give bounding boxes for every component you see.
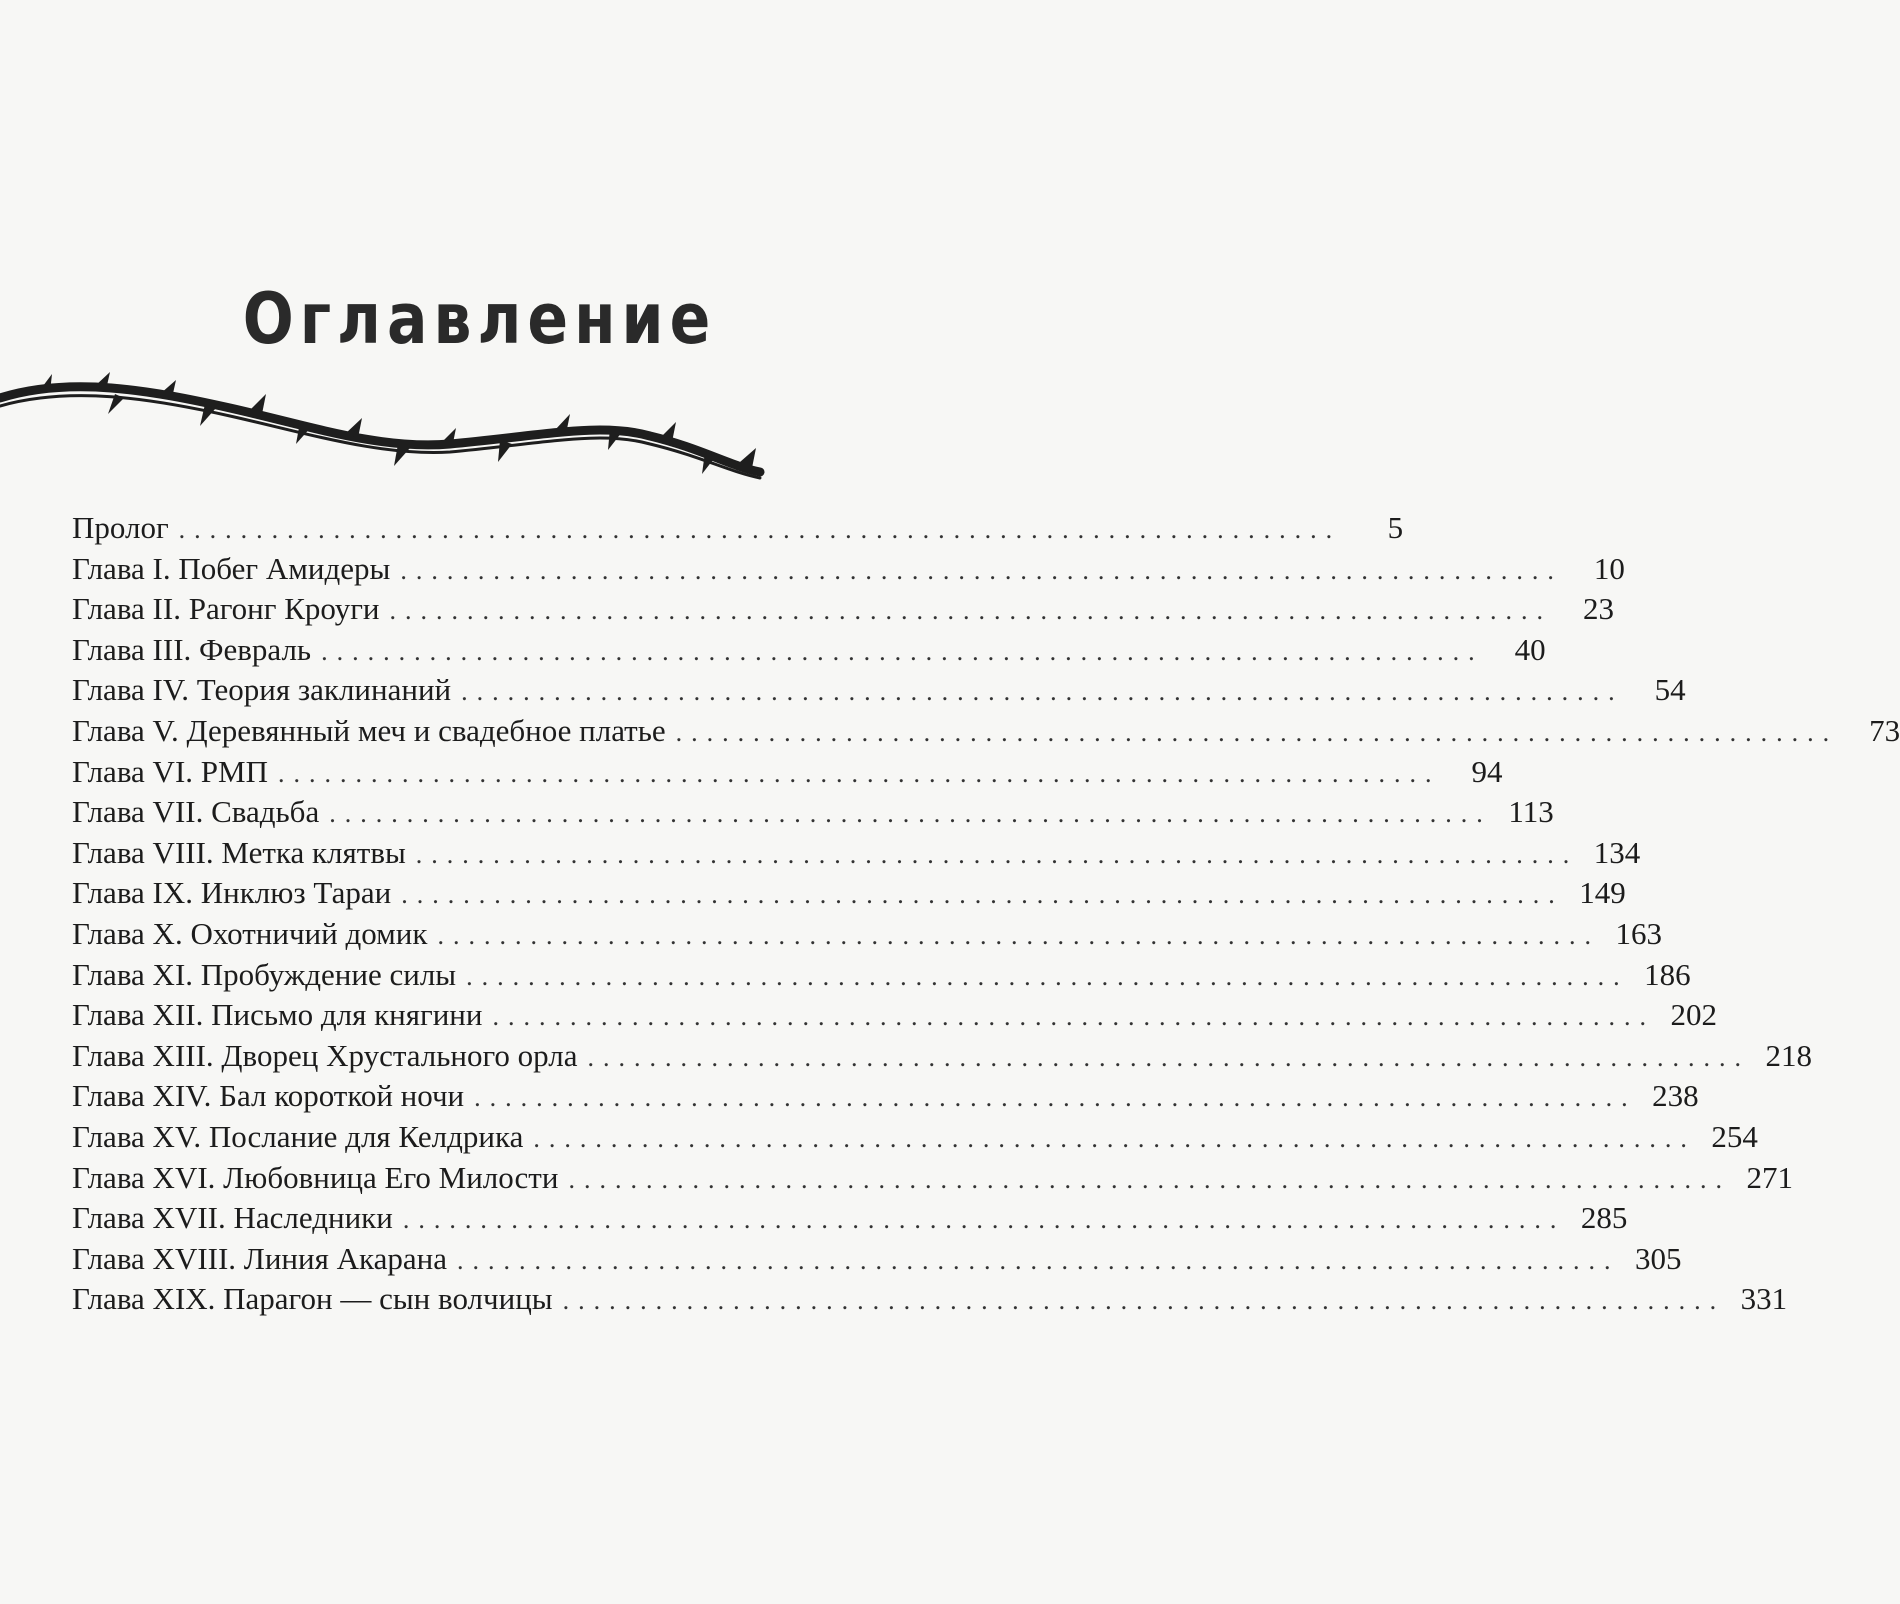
toc-entry-page: 202 <box>1670 997 1717 1033</box>
toc-entry-page: 23 <box>1583 591 1615 627</box>
toc-entry[interactable] <box>72 549 1625 590</box>
toc-entry[interactable] <box>72 1076 1699 1117</box>
toc-entry-page: 331 <box>1740 1281 1788 1317</box>
toc-entry[interactable] <box>72 1158 1793 1199</box>
toc-leader-dots: ........................................................................... <box>389 596 1553 626</box>
toc-leader-dots: ........................................................................... <box>492 1002 1655 1032</box>
table-of-contents <box>72 508 1900 1320</box>
toc-entry-page: 305 <box>1634 1240 1682 1276</box>
toc-entry-page: 149 <box>1579 875 1626 911</box>
toc-entry-title: Глава VII. Свадьба <box>72 794 320 830</box>
toc-entry-page: 163 <box>1615 915 1662 951</box>
toc-leader-dots: ........................................................................... <box>401 880 1564 910</box>
toc-entry-title: Глава VIII. Метка клятвы <box>72 834 406 870</box>
toc-entry-page: 113 <box>1508 794 1554 830</box>
toc-entry[interactable] <box>72 955 1691 996</box>
toc-leader-dots: ........................................................................... <box>562 1286 1726 1316</box>
toc-entry[interactable] <box>72 1239 1682 1280</box>
toc-entry-title: Глава III. Февраль <box>72 631 312 667</box>
toc-entry-page: 271 <box>1746 1159 1793 1195</box>
toc-entry-title: Глава IV. Теория заклинаний <box>72 672 452 708</box>
toc-entry-title: Глава VI. РМП <box>72 753 268 789</box>
toc-leader-dots: ........................................................................... <box>437 920 1600 950</box>
toc-entry-title: Глава XVIII. Линия Акарана <box>72 1240 447 1276</box>
toc-entry[interactable] <box>72 589 1615 630</box>
toc-leader-dots: ........................................................................... <box>400 555 1563 585</box>
toc-leader-dots: ........................................................................... <box>402 1205 1566 1235</box>
toc-entry-page: 134 <box>1593 834 1641 870</box>
toc-entry[interactable] <box>72 1117 1758 1158</box>
toc-entry-title: Глава II. Рагонг Кроуги <box>72 591 380 627</box>
toc-entry-title: Глава XVII. Наследники <box>72 1200 393 1236</box>
toc-entry[interactable] <box>72 873 1626 914</box>
toc-entry-title: Глава XVI. Любовница Его Милости <box>72 1159 559 1195</box>
toc-entry[interactable] <box>72 1036 1812 1077</box>
toc-entry-page: 94 <box>1471 753 1503 789</box>
toc-leader-dots: ........................................................................... <box>466 961 1629 991</box>
toc-entry-page: 186 <box>1644 956 1691 992</box>
toc-entry[interactable] <box>72 995 1717 1036</box>
toc-entry[interactable] <box>72 792 1554 833</box>
toc-entry-title: Глава XV. Послание для Келдрика <box>72 1118 524 1154</box>
toc-leader-dots: ........................................................................... <box>461 677 1624 707</box>
toc-entry[interactable] <box>72 752 1503 793</box>
toc-leader-dots: ........................................................................... <box>415 839 1579 869</box>
toc-leader-dots: ........................................................................... <box>329 799 1492 829</box>
toc-entry-title: Пролог <box>72 510 169 545</box>
toc-entry-page: 285 <box>1580 1200 1628 1236</box>
toc-entry[interactable] <box>72 1279 1788 1320</box>
toc-leader-dots: ........................................................................... <box>321 636 1484 666</box>
toc-entry-page: 238 <box>1652 1078 1699 1114</box>
thorn-branch-icon <box>0 380 760 500</box>
toc-entry[interactable] <box>72 914 1662 955</box>
toc-entry-title: Глава XIV. Бал короткой ночи <box>72 1078 465 1114</box>
toc-entry[interactable] <box>72 711 1900 752</box>
toc-leader-dots: ........................................................................... <box>277 758 1441 788</box>
toc-entry-page: 73 <box>1869 712 1900 748</box>
toc-entry-title: Глава X. Охотничий домик <box>72 915 428 951</box>
toc-leader-dots: ........................................................................... <box>533 1123 1696 1153</box>
toc-entry-title: Глава XII. Письмо для княгини <box>72 997 483 1033</box>
toc-entry[interactable] <box>72 1198 1628 1239</box>
toc-leader-dots: ........................................................................... <box>587 1042 1750 1072</box>
toc-entry[interactable] <box>72 670 1686 711</box>
toc-entry-page: 10 <box>1593 550 1625 586</box>
toc-entry-page: 54 <box>1654 672 1686 708</box>
toc-leader-dots: ........................................................................... <box>178 515 1342 544</box>
toc-leader-dots: ........................................................................... <box>675 717 1839 747</box>
page-title: Оглавление <box>242 278 717 361</box>
toc-entry-page: 218 <box>1765 1037 1812 1073</box>
toc-leader-dots: ........................................................................... <box>474 1083 1637 1113</box>
toc-entry-title: Глава XIII. Дворец Хрустального орла <box>72 1037 578 1073</box>
toc-leader-dots: ........................................................................... <box>456 1245 1620 1275</box>
toc-entry-page: 40 <box>1514 631 1546 667</box>
toc-entry-title: Глава V. Деревянный меч и свадебное платье <box>72 712 666 748</box>
toc-entry[interactable] <box>72 833 1641 874</box>
toc-entry-page: 254 <box>1711 1118 1758 1154</box>
toc-entry-page: 5 <box>1387 510 1404 545</box>
toc-entry[interactable] <box>72 508 1404 549</box>
toc-entry[interactable] <box>72 630 1546 671</box>
toc-entry-title: Глава XIX. Парагон — сын волчицы <box>72 1281 553 1317</box>
toc-entry-title: Глава I. Побег Амидеры <box>72 550 391 586</box>
toc-entry-title: Глава XI. Пробуждение силы <box>72 956 457 992</box>
toc-entry-title: Глава IX. Инклюз Тараи <box>72 875 392 911</box>
toc-leader-dots: ........................................................................... <box>568 1164 1731 1194</box>
